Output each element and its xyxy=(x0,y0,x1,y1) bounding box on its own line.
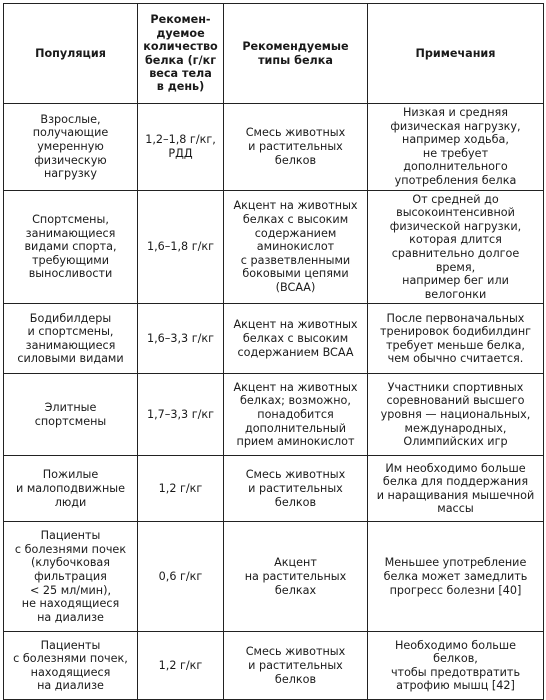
cell-amount: 1,6–3,3 г/кг xyxy=(138,304,224,374)
cell-types: Акцент на животных белках с высоким содержанием аминокислот с разветвленными боковыми цепями (BCAA) xyxy=(224,190,368,304)
cell-population: Пациенты с болезнями почек (клубочковая фильтрация < 25 мл/мин), не находящиеся на диализе xyxy=(4,522,138,632)
cell-amount: 0,6 г/кг xyxy=(138,522,224,632)
cell-notes: Низкая и средняя физическая нагрузку, например ходьба, не требует дополнительного употребления белка xyxy=(368,104,544,191)
table-row xyxy=(4,374,544,456)
table-row xyxy=(4,190,544,304)
table-row xyxy=(4,456,544,522)
cell-types: Смесь животных и растительных белков xyxy=(224,456,368,522)
cell-types: Акцент на животных белках; возможно, понадобится дополнительный прием аминокислот xyxy=(224,374,368,456)
cell-types: Акцент на животных белках с высоким содержанием BCAA xyxy=(224,304,368,374)
header-types: Рекомендуемые типы белка xyxy=(224,4,368,104)
cell-types: Смесь животных и растительных белков xyxy=(224,104,368,191)
cell-population: Пациенты с болезнями почек, находящиеся на диализе xyxy=(4,632,138,700)
protein-table xyxy=(3,3,544,700)
cell-notes: От средней до высокоинтенсивной физической нагрузки, которая длится сравнительно долгое время, например бег или велогонки xyxy=(368,190,544,304)
cell-amount: 1,6–1,8 г/кг xyxy=(138,190,224,304)
header-amount: Рекомен- дуемое количество белка (г/кг веса тела в день) xyxy=(138,4,224,104)
header-population: Популяция xyxy=(4,4,138,104)
header-notes: Примечания xyxy=(368,4,544,104)
cell-notes: Меньшее употребление белка может замедлить прогресс болезни [40] xyxy=(368,522,544,632)
cell-population: Взрослые, получающие умеренную физическую нагрузку xyxy=(4,104,138,191)
cell-population: Элитные спортсмены xyxy=(4,374,138,456)
table-row xyxy=(4,522,544,632)
cell-types: Смесь животных и растительных белков xyxy=(224,632,368,700)
cell-population: Бодибилдеры и спортсмены, занимающиеся силовыми видами xyxy=(4,304,138,374)
cell-population: Пожилые и малоподвижные люди xyxy=(4,456,138,522)
cell-amount: 1,7–3,3 г/кг xyxy=(138,374,224,456)
cell-notes: Необходимо больше белков, чтобы предотвратить атрофию мышц [42] xyxy=(368,632,544,700)
cell-amount: 1,2 г/кг xyxy=(138,456,224,522)
header-row xyxy=(4,4,544,104)
cell-amount: 1,2 г/кг xyxy=(138,632,224,700)
cell-notes: Им необходимо больше белка для поддержания и наращивания мышечной массы xyxy=(368,456,544,522)
cell-amount: 1,2–1,8 г/кг, РДД xyxy=(138,104,224,191)
cell-population: Спортсмены, занимающиеся видами спорта, требующими выносливости xyxy=(4,190,138,304)
cell-notes: После первоначальных тренировок бодибилдинг требует меньше белка, чем обычно считается. xyxy=(368,304,544,374)
cell-types: Акцент на растительных белках xyxy=(224,522,368,632)
table-row xyxy=(4,104,544,191)
table-row xyxy=(4,304,544,374)
cell-notes: Участники спортивных соревнований высшего уровня — национальных, международных, Олимпийских игр xyxy=(368,374,544,456)
table-row xyxy=(4,632,544,700)
